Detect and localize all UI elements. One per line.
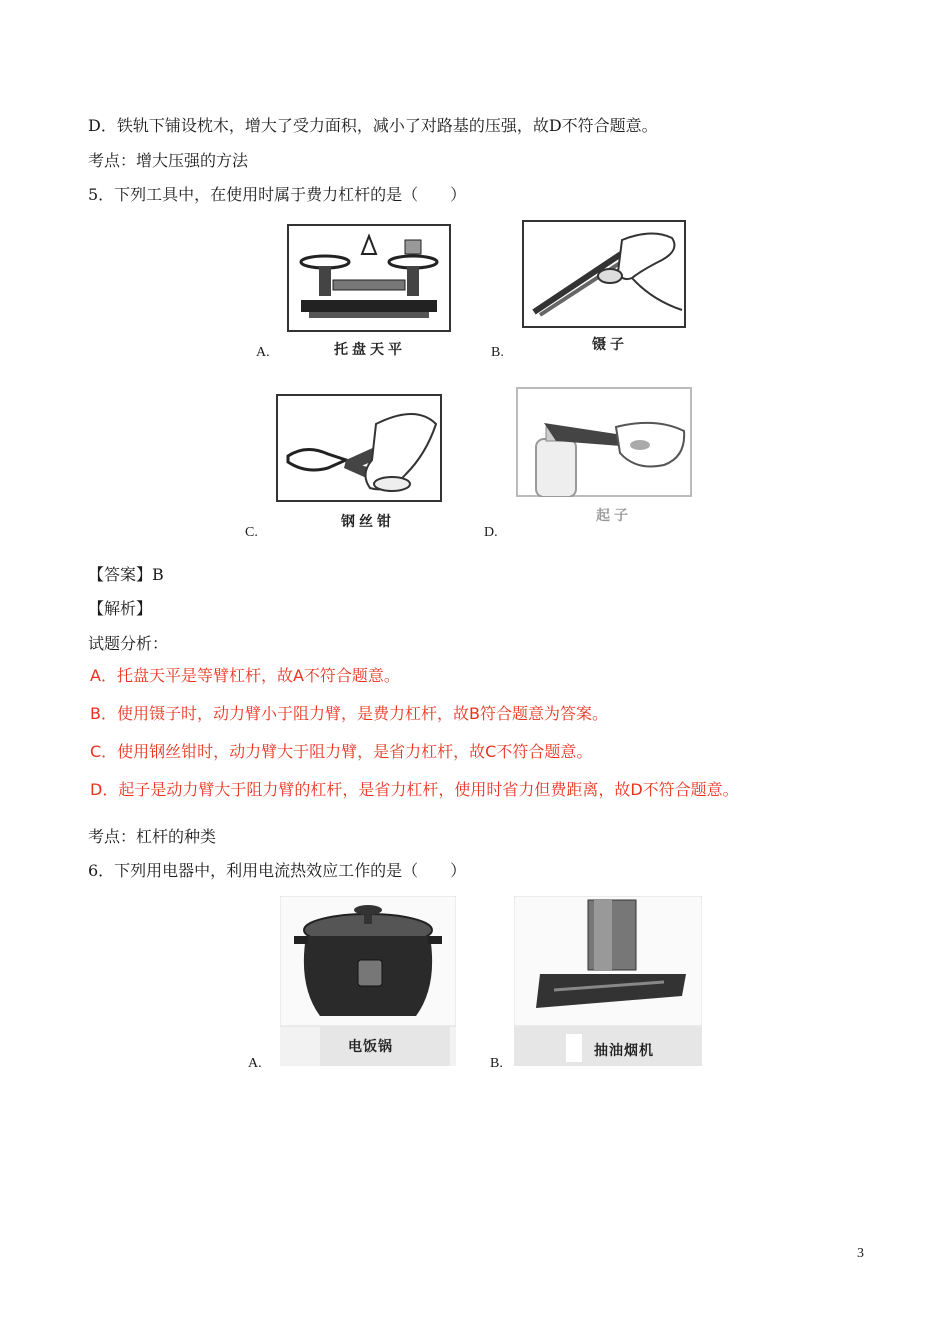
- option-d-caption: 起子: [596, 508, 632, 524]
- analysis-heading: 【解析】: [88, 599, 153, 618]
- question-5: 5．下列工具中，在使用时属于费力杠杆的是（ ）: [88, 185, 467, 204]
- option-b-caption: 镊子: [592, 337, 628, 353]
- option-a-caption: 托盘天平: [334, 342, 406, 358]
- pliers-image: [276, 394, 442, 502]
- answer: 【答案】B: [88, 565, 164, 584]
- analysis-d: D．起子是动力臂大于阻力臂的杠杆，是省力杠杆，使用时省力但费距离，故D不符合题意。: [90, 780, 739, 799]
- option-c-label: C.: [245, 525, 258, 540]
- key-point: 考点：杠杆的种类: [88, 827, 217, 846]
- option-a-label: A.: [248, 1056, 262, 1071]
- tweezers-image: [522, 220, 686, 328]
- text-line: 考点：增大压强的方法: [88, 151, 249, 170]
- bottle-opener-image: [516, 387, 692, 497]
- option-a-caption: 电饭锅: [348, 1039, 393, 1055]
- balance-image: [287, 224, 451, 332]
- option-b-caption: 抽油烟机: [594, 1043, 654, 1059]
- question-6: 6．下列用电器中，利用电流热效应工作的是（ ）: [88, 861, 467, 880]
- analysis-a: A．托盘天平是等臂杠杆，故A不符合题意。: [90, 666, 400, 685]
- option-d-label: D.: [484, 525, 498, 540]
- option-c-caption: 钢丝钳: [341, 514, 395, 530]
- analysis-intro: 试题分析：: [88, 634, 169, 653]
- analysis-c: C．使用钢丝钳时，动力臂大于阻力臂，是省力杠杆，故C不符合题意。: [90, 742, 593, 761]
- option-a-label: A.: [256, 345, 270, 360]
- page-number: 3: [857, 1246, 864, 1261]
- text-line: D．铁轨下铺设枕木，增大了受力面积，减小了对路基的压强，故D不符合题意。: [88, 116, 658, 135]
- option-b-label: B.: [490, 1056, 503, 1071]
- analysis-b: B．使用镊子时，动力臂小于阻力臂，是费力杠杆，故B符合题意为答案。: [90, 704, 608, 723]
- option-b-label: B.: [491, 345, 504, 360]
